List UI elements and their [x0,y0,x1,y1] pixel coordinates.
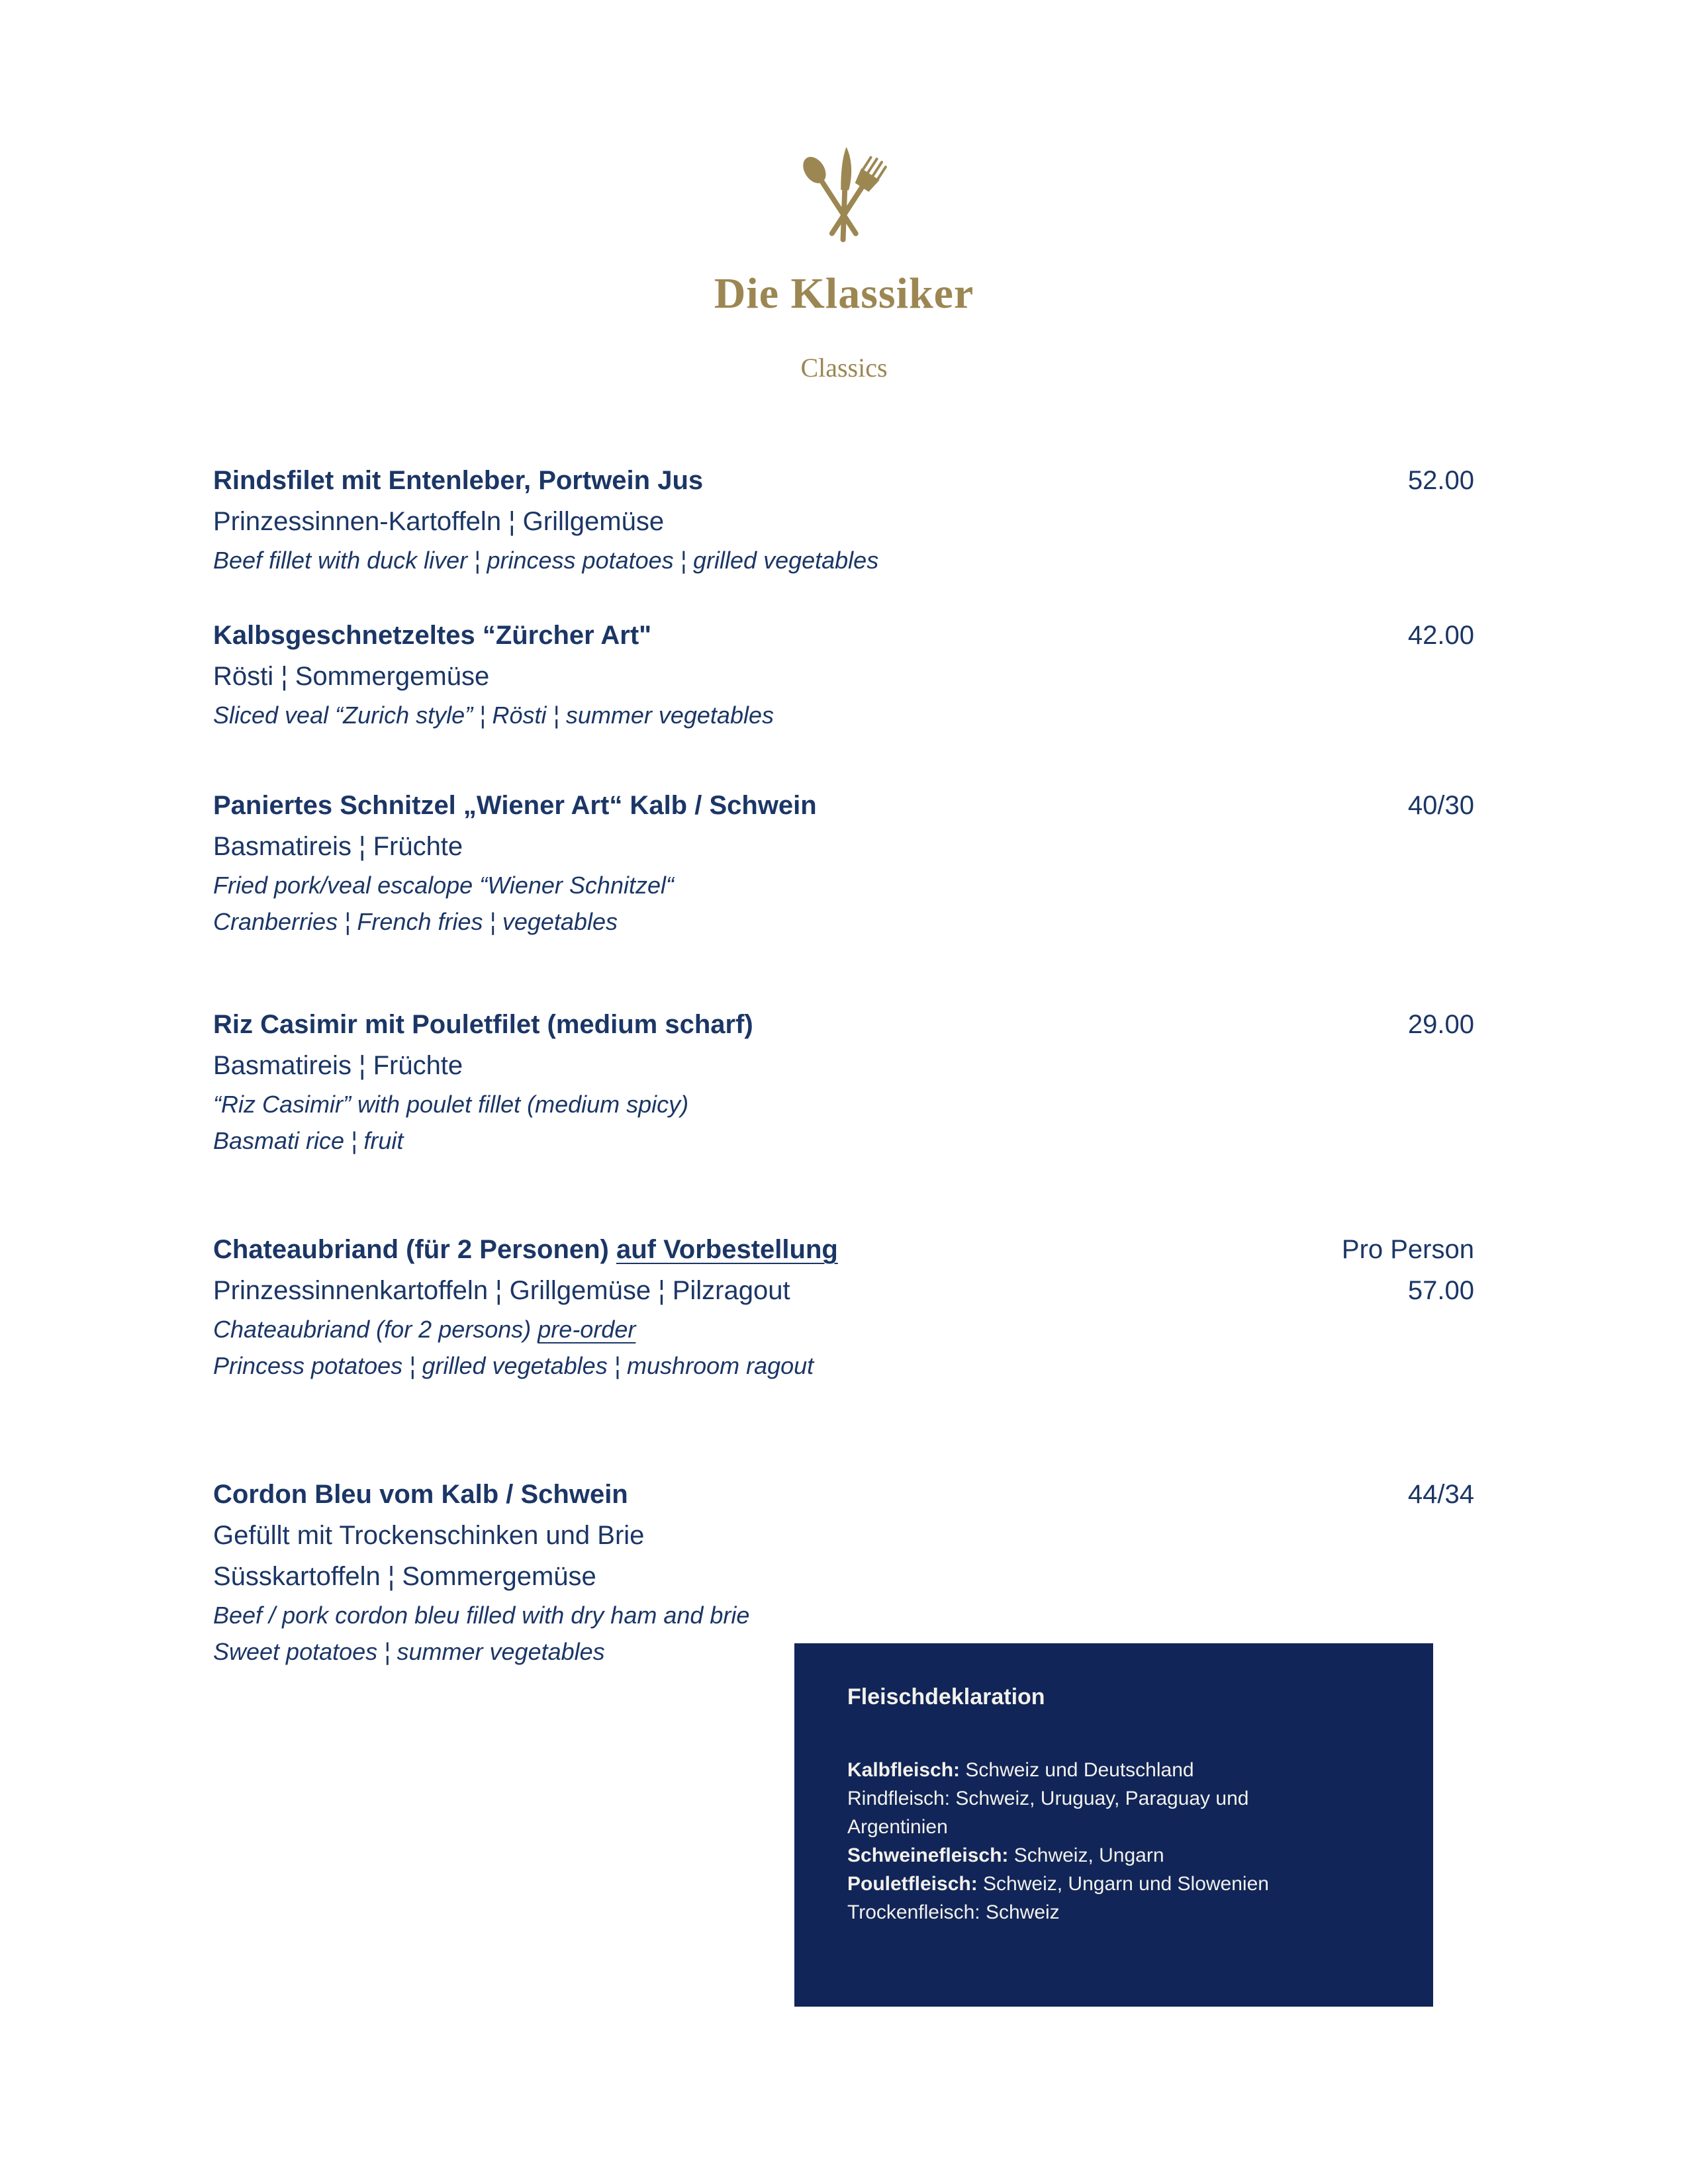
dish-price: 40/30 [1407,791,1474,820]
dish-price: 52.00 [1407,466,1474,495]
menu-item-chateaubriand [213,1229,1219,1384]
dish-translation: Beef / pork cordon bleu filled with dry ham and brie [213,1602,750,1629]
dish-sides: Prinzessinnenkartoffeln ¦ Grillgemüse ¦ Pilzragout [213,1276,790,1305]
declaration-line: Kalbfleisch: Schweiz und Deutschland [847,1759,1194,1781]
dish-price: 29.00 [1407,1010,1474,1039]
crossed-cutlery-icon [791,147,897,245]
dish-translation: Chateaubriand (for 2 persons) pre-order [213,1316,636,1343]
menu-item-riz-casimir [213,1004,1219,1159]
dish-sides: Basmatireis ¦ Früchte [213,832,463,861]
page-subtitle: Classics [800,353,888,383]
dish-price: 44/34 [1407,1480,1474,1509]
dish-title: Cordon Bleu vom Kalb / Schwein [213,1480,628,1509]
pre-order-note-en: pre-order [538,1316,636,1343]
dish-translation: “Riz Casimir” with poulet fillet (medium spicy) [213,1091,689,1118]
dish-translation: Princess potatoes ¦ grilled vegetables ¦ mushroom ragout [213,1352,814,1379]
dish-title: Kalbsgeschnetzeltes “Zürcher Art" [213,621,652,650]
meat-declaration-box [794,1643,1433,2007]
dish-sides: Rösti ¦ Sommergemüse [213,662,490,691]
dish-translation: Beef fillet with duck liver ¦ princess potatoes ¦ grilled vegetables [213,547,879,574]
dish-translation: Sliced veal “Zurich style” ¦ Rösti ¦ summer vegetables [213,702,774,729]
dish-translation: Cranberries ¦ French fries ¦ vegetables [213,908,618,935]
menu-item-rindsfilet [213,460,1219,578]
dish-title: Chateaubriand (für 2 Personen) auf Vorbestellung [213,1235,838,1264]
dish-price: 57.00 [1407,1276,1474,1305]
dish-price: 42.00 [1407,621,1474,650]
declaration-title: Fleischdeklaration [847,1684,1045,1709]
dish-sides: Süsskartoffeln ¦ Sommergemüse [213,1562,596,1591]
dish-translation: Fried pork/veal escalope “Wiener Schnitzel“ [213,872,674,899]
declaration-line: Pouletfleisch: Schweiz, Ungarn und Slowenien [847,1873,1269,1895]
price-unit-label: Pro Person [1341,1235,1474,1264]
pre-order-note: auf Vorbestellung [616,1235,838,1264]
declaration-line: Rindfleisch: Schweiz, Uruguay, Paraguay und [847,1788,1249,1809]
dish-price-block [1208,1229,1474,1311]
declaration-line: Argentinien [847,1816,948,1838]
dish-translation: Sweet potatoes ¦ summer vegetables [213,1638,605,1665]
dish-sides: Basmatireis ¦ Früchte [213,1051,463,1080]
dish-title: Riz Casimir mit Pouletfilet (medium scharf) [213,1010,753,1039]
dish-sides: Prinzessinnen-Kartoffeln ¦ Grillgemüse [213,507,665,536]
declaration-line: Schweinefleisch: Schweiz, Ungarn [847,1844,1164,1866]
dish-title: Paniertes Schnitzel „Wiener Art“ Kalb / Schwein [213,791,817,820]
page-title: Die Klassiker [714,269,974,318]
dish-translation: Basmati rice ¦ fruit [213,1127,404,1154]
menu-item-kalbsgeschnetzeltes [213,615,1219,733]
dish-title: Rindsfilet mit Entenleber, Portwein Jus [213,466,704,495]
menu-item-cordon-bleu [213,1474,1219,1670]
dish-sides: Gefüllt mit Trockenschinken und Brie [213,1521,645,1550]
menu-item-schnitzel [213,785,1219,940]
declaration-line: Trockenfleisch: Schweiz [847,1901,1060,1923]
